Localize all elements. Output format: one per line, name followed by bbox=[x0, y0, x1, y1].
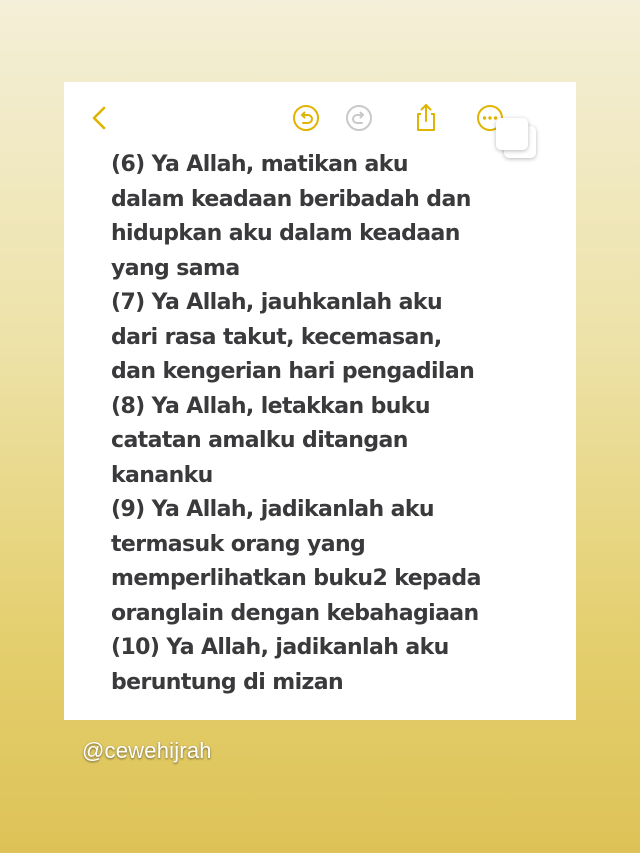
share-button[interactable] bbox=[410, 102, 442, 134]
note-line: oranglain dengan kebahagiaan bbox=[111, 600, 479, 626]
note-line: (10) Ya Allah, jadikanlah aku bbox=[111, 635, 449, 660]
undo-icon bbox=[290, 102, 322, 134]
note-body[interactable] bbox=[111, 148, 566, 700]
note-line: (8) Ya Allah, letakkan buku bbox=[111, 393, 430, 419]
copy-icon-front-square bbox=[496, 118, 528, 150]
note-line: termasuk orang yang bbox=[111, 531, 366, 557]
note-line: (9) Ya Allah, jadikanlah aku bbox=[111, 497, 434, 522]
share-icon bbox=[410, 102, 442, 134]
back-button[interactable] bbox=[84, 102, 116, 134]
note-line: dari rasa takut, kecemasan, bbox=[111, 324, 442, 350]
note-line: catatan amalku ditangan bbox=[111, 428, 408, 453]
watermark-handle: @cewehijrah bbox=[82, 738, 212, 763]
redo-icon bbox=[343, 102, 375, 134]
note-line: memperlihatkan buku2 kepada bbox=[111, 566, 481, 591]
chevron-left-icon bbox=[84, 102, 116, 134]
note-line: dan kengerian hari pengadilan bbox=[111, 359, 475, 384]
redo-button[interactable] bbox=[343, 102, 375, 134]
note-line: dalam keadaan beribadah dan bbox=[111, 186, 471, 212]
note-line: kananku bbox=[111, 462, 213, 488]
undo-button[interactable] bbox=[290, 102, 322, 134]
note-line: hidupkan aku dalam keadaan bbox=[111, 221, 460, 246]
note-line: (6) Ya Allah, matikan aku bbox=[111, 152, 408, 177]
note-line: (7) Ya Allah, jauhkanlah aku bbox=[111, 290, 443, 315]
note-line: yang sama bbox=[111, 255, 240, 281]
note-card bbox=[64, 82, 576, 720]
note-line: beruntung di mizan bbox=[111, 669, 344, 695]
